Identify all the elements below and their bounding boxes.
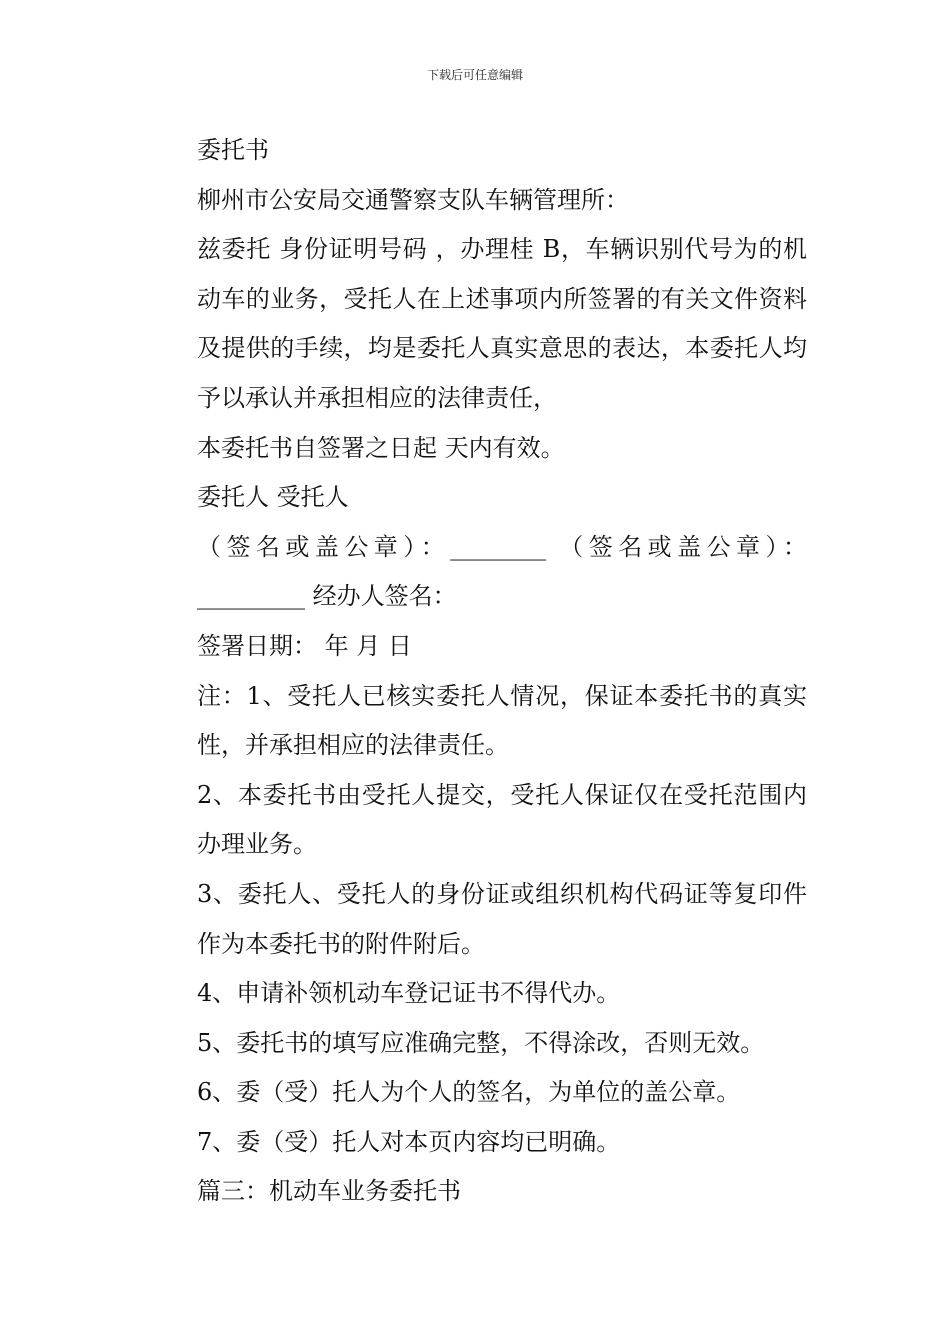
- page-header-note: 下载后可任意编辑: [426, 68, 523, 82]
- note-item: 5、委托书的填写应准确完整，不得涂改，否则无效。: [197, 1028, 765, 1057]
- note-item: 6、委（受）托人为个人的签名，为单位的盖公章。: [197, 1078, 741, 1107]
- addressee: 柳州市公安局交通警察支队车辆管理所：: [197, 185, 629, 214]
- note-item: 4、申请补领机动车登记证书不得代办。: [197, 979, 621, 1008]
- note-item: 3、委托人、受托人的身份证或组织机构代码证等复印件作为本委托书的附件附后。: [197, 879, 807, 958]
- note-item: 注：1、受托人已核实委托人情况，保证本委托书的真实性，并承担相应的法律责任。: [197, 681, 807, 760]
- parties-line: 委托人 受托人: [197, 483, 349, 512]
- section-heading: 篇三：机动车业务委托书: [197, 1177, 461, 1206]
- note-item: 7、委（受）托人对本页内容均已明确。: [197, 1127, 621, 1156]
- signature-line: （签名或盖公章）：________ （签名或盖公章）：_________ 经办人签名：: [197, 532, 807, 611]
- document-title: 委托书: [197, 136, 269, 164]
- body-paragraph: 兹委托 身份证明号码 ，办理桂 B，车辆识别代号为的机动车的业务，受托人在上述事项内所签署的有关文件资料及提供的手续，均是委托人真实意思的表达，本委托人均予以承认并承担相应的法律责任，: [197, 235, 807, 412]
- note-item: 2、本委托书由受托人提交，受托人保证仅在受托范围内办理业务。: [197, 780, 807, 859]
- validity-paragraph: 本委托书自签署之日起 天内有效。: [197, 433, 565, 462]
- document-body: [145, 126, 807, 1217]
- sign-date-line: 签署日期： 年 月 日: [197, 631, 412, 660]
